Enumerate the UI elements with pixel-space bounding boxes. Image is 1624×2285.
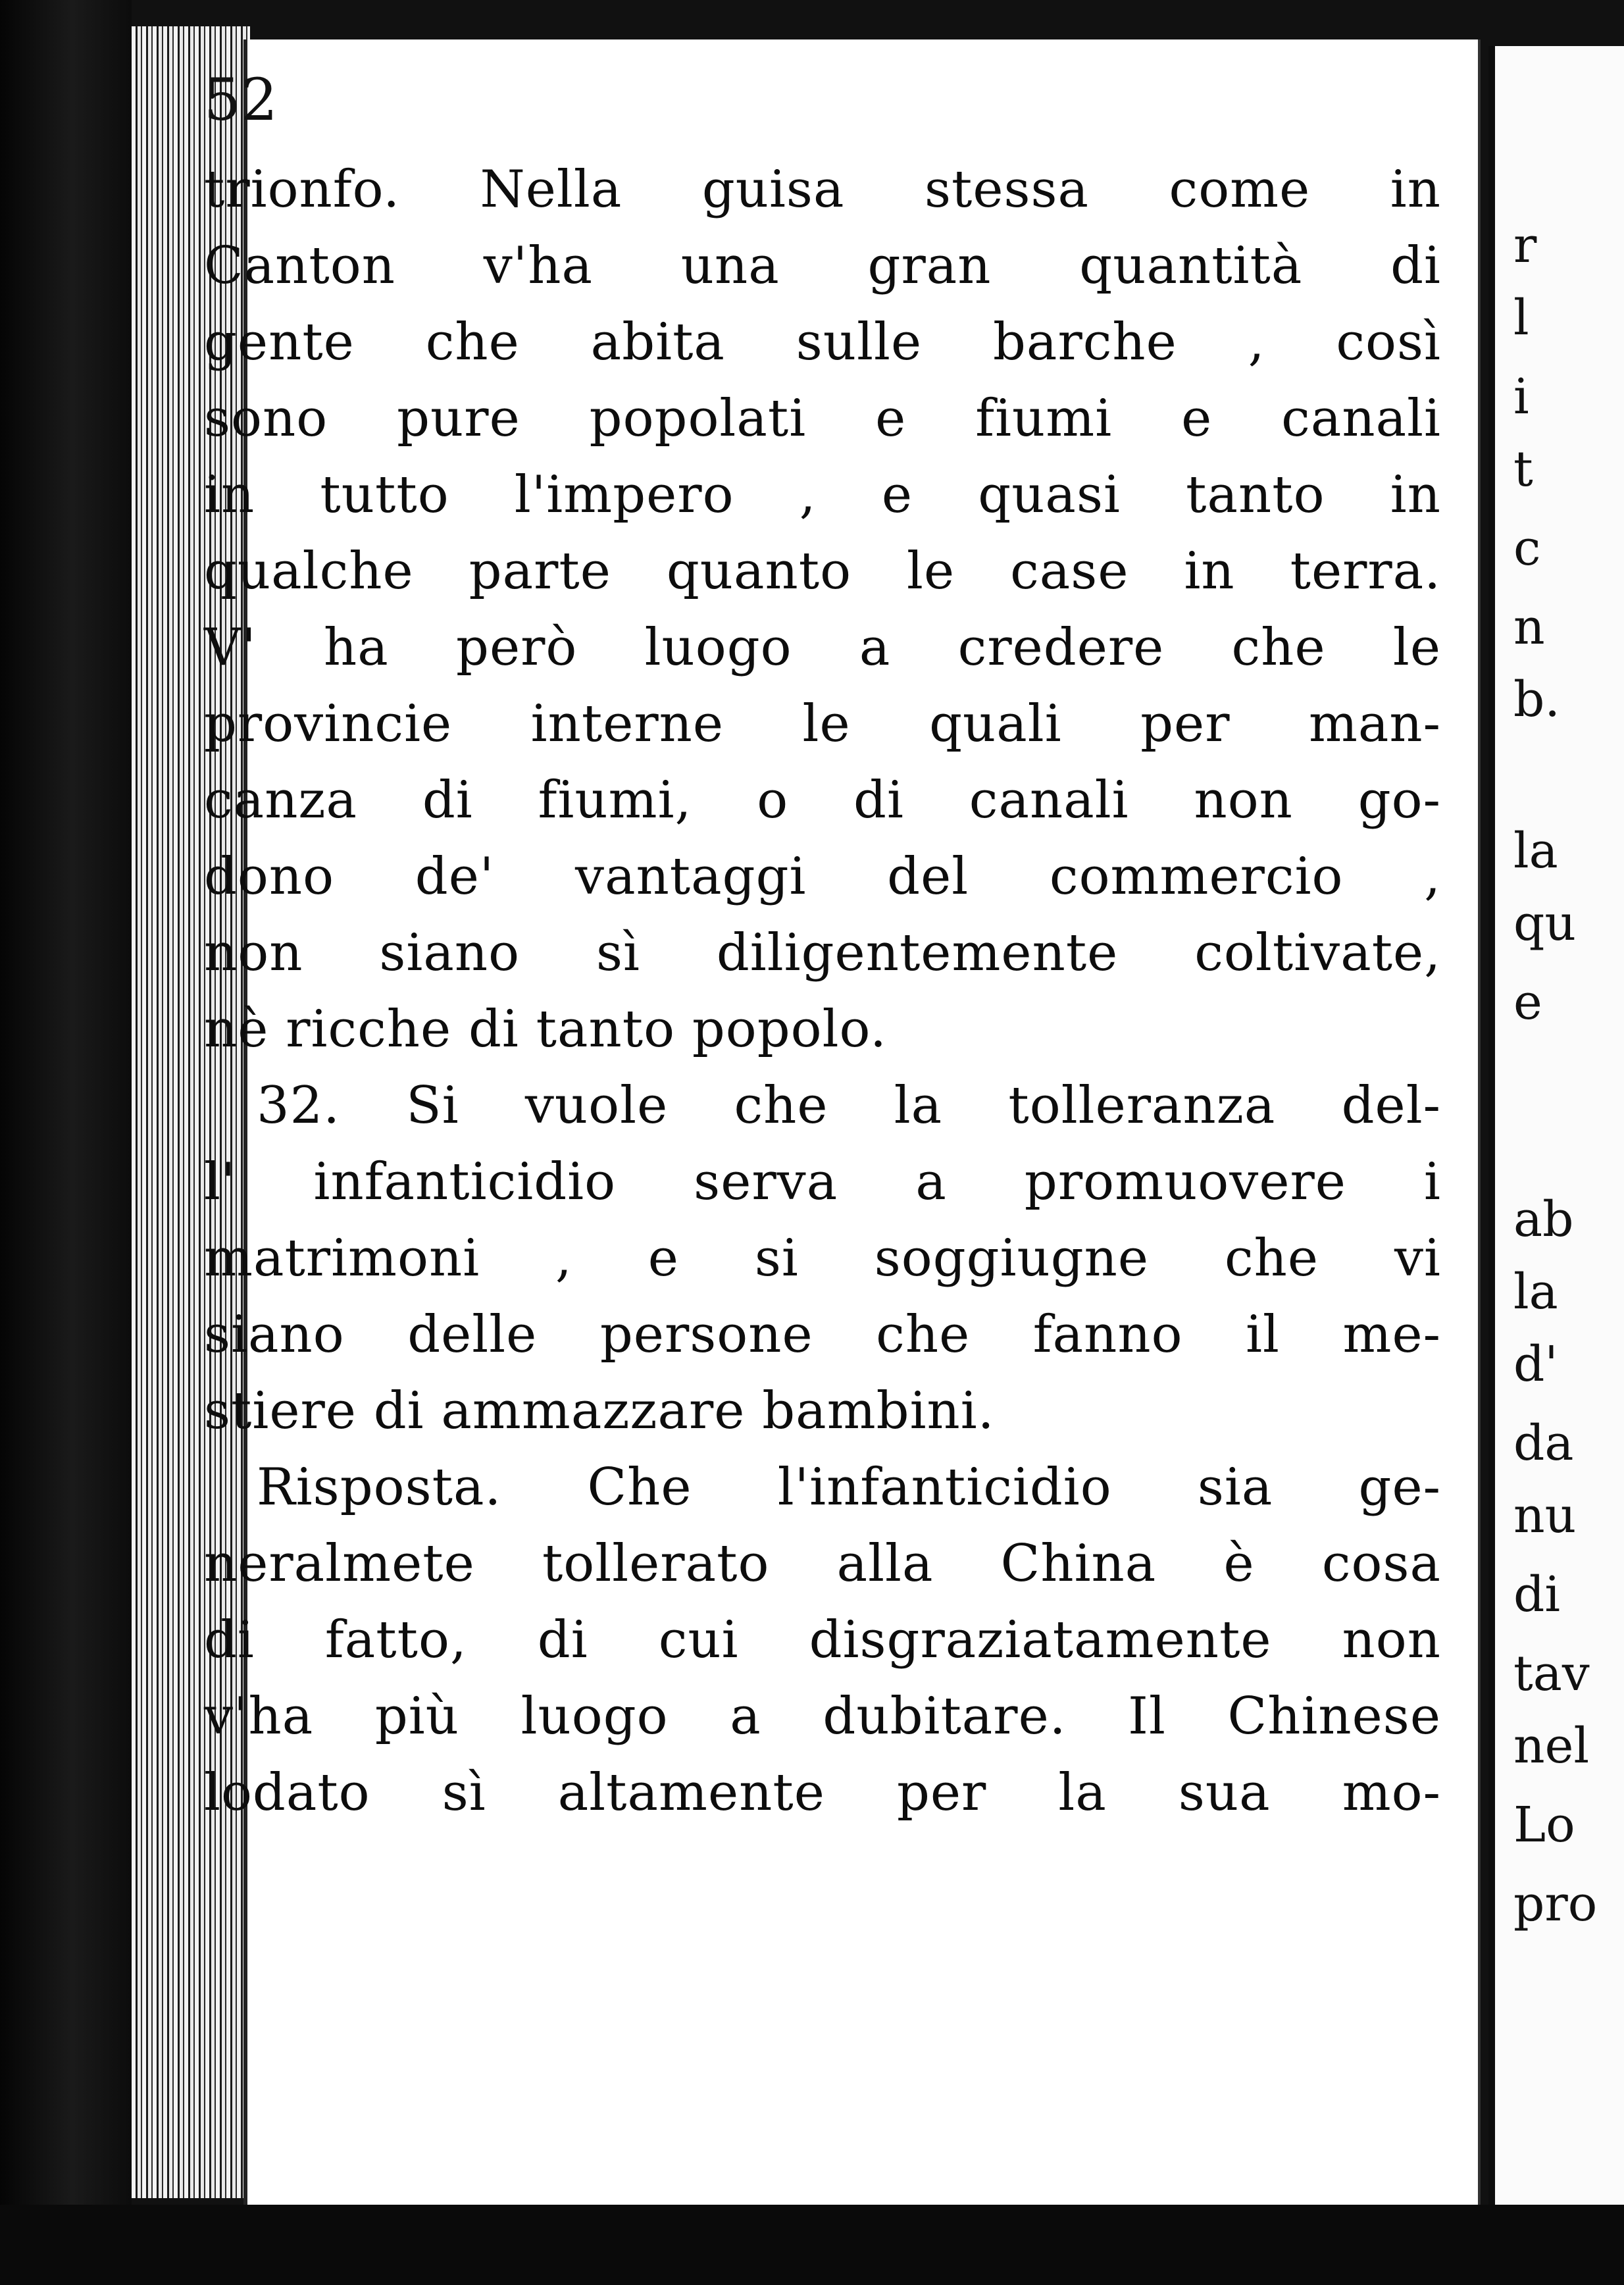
text-line: canza di fiumi, o di canali non go- <box>204 771 1441 830</box>
right-page-fragment: la <box>1513 823 1558 879</box>
text-line: Risposta. Che l'infanticidio sia ge- <box>257 1458 1441 1517</box>
text-line: matrimoni , e si soggiugne che vi <box>204 1229 1441 1288</box>
right-page-fragment: r <box>1513 217 1537 274</box>
right-page-fragment: n <box>1513 599 1545 655</box>
text-line: l' infanticidio serva a promuovere i <box>204 1152 1441 1212</box>
text-line: V' ha però luogo a credere che le <box>204 618 1441 677</box>
text-line: v'ha più luogo a dubitare. Il Chinese <box>204 1687 1441 1746</box>
scan-bottom-border <box>0 2205 1624 2285</box>
text-line: provincie interne le quali per man- <box>204 694 1441 754</box>
text-line: gente che abita sulle barche , così <box>204 313 1441 372</box>
right-page-fragment: t <box>1513 441 1533 498</box>
right-page-fragment: i <box>1513 369 1529 425</box>
text-line: Canton v'ha una gran quantità di <box>204 236 1441 295</box>
book-spine <box>0 0 132 2285</box>
text-line: nè ricche di tanto popolo. <box>204 1000 887 1059</box>
right-page-fragment: da <box>1513 1415 1574 1472</box>
text-line: di fatto, di cui disgraziatamente non <box>204 1610 1441 1670</box>
text-line: sono pure popolati e fiumi e canali <box>204 389 1441 448</box>
text-line: siano delle persone che fanno il me- <box>204 1305 1441 1364</box>
text-line: neralmete tollerato alla China è cosa <box>204 1534 1441 1593</box>
right-page-fragment: l <box>1513 290 1529 346</box>
text-line: dono de' vantaggi del commercio , <box>204 847 1441 906</box>
right-page-fragment: tav <box>1513 1645 1590 1702</box>
right-page-fragment: d' <box>1513 1336 1558 1393</box>
page-number: 52 <box>204 66 278 134</box>
text-line: 32. Si vuole che la tolleranza del- <box>257 1076 1441 1135</box>
right-page-fragment: Lo <box>1513 1797 1575 1853</box>
right-page-fragment: ab <box>1513 1191 1574 1248</box>
right-page-fragment: la <box>1513 1264 1558 1320</box>
page-body-text <box>204 151 1441 1831</box>
right-page-fragment: c <box>1513 520 1541 577</box>
right-page-fragment: nel <box>1513 1718 1590 1774</box>
right-page-fragment: pro <box>1513 1876 1598 1932</box>
text-line: lodato sì altamente per la sua mo- <box>204 1763 1441 1822</box>
text-line: non siano sì diligentemente coltivate, <box>204 923 1441 983</box>
text-line: stiere di ammazzare bambini. <box>204 1381 995 1441</box>
right-page-fragment: nu <box>1513 1487 1577 1544</box>
right-page-fragment: b. <box>1513 671 1560 728</box>
text-line: qualche parte quanto le case in terra. <box>204 542 1441 601</box>
text-line: in tutto l'impero , e quasi tanto in <box>204 465 1441 525</box>
right-page-fragment: qu <box>1513 895 1577 952</box>
right-page-fragment: e <box>1513 974 1542 1031</box>
text-line: trionfo. Nella guisa stessa come in <box>204 160 1441 219</box>
right-page-fragment: di <box>1513 1566 1561 1623</box>
